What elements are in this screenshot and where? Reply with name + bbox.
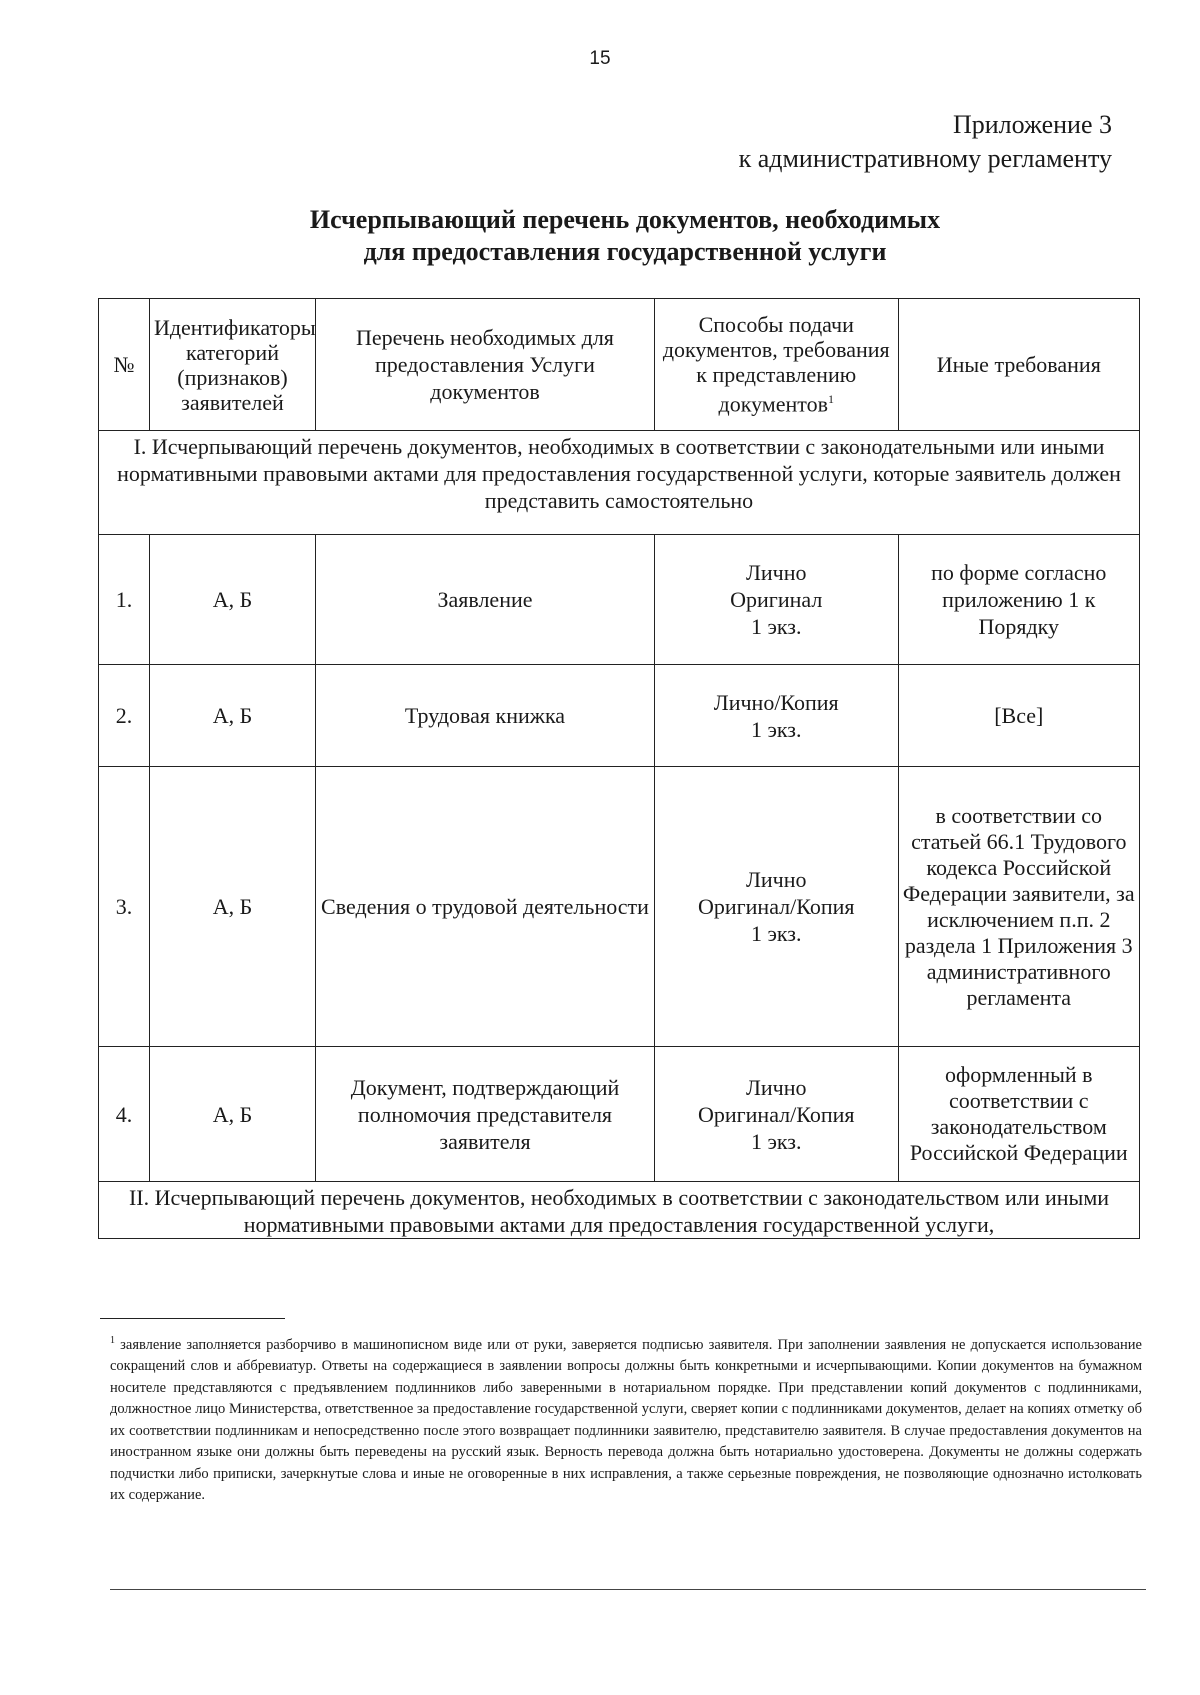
annex-title: Приложение 3	[952, 110, 1112, 139]
row-categories: А, Б	[149, 1047, 315, 1182]
row-num: 2.	[99, 665, 150, 767]
document-title	[100, 204, 1150, 268]
footnote-text: заявление заполняется разборчиво в машинописном виде или от руки, заверяется подписью заявителя. При заполнении заявления не допускается использование сокращений слов и аббревиатур. Ответы на содержащиеся в заявлении вопросы должны быть конкретными и исчерпывающими. Копии документов на бумажном носителе представляются с предъявлением подлинников либо заверенными в нотариальном порядке. При представлении копий документов с подлинниками, должностное лицо Министерства, ответственное за предоставление государственной услуги, сверяет копии с подлинниками документов, делает на копиях отметку об их соответствии подлинникам и непосредственно после этого возвращает подлинники заявителю, представителю заявителя. В случае предоставления документов на иностранном языке они должны быть переведены на русский язык. Верность перевода должна быть нотариально удостоверена. Документы не должны содержать подчистки либо приписки, зачеркнутые слова и иные не оговоренные в них исправления, а также серьезные повреждения, не позволяющие однозначно истолковать их содержание.	[110, 1336, 1142, 1504]
row-categories: А, Б	[149, 665, 315, 767]
footnote-separator	[100, 1318, 285, 1319]
footnote-ref: 1	[827, 392, 834, 407]
row-other: по форме согласно приложению 1 к Порядку	[898, 535, 1139, 665]
row-num: 3.	[99, 767, 150, 1047]
row-method: Лично Оригинал/Копия 1 экз.	[654, 1047, 898, 1182]
title-line-1: Исчерпывающий перечень документов, необходимых	[309, 205, 941, 234]
row-document: Заявление	[316, 535, 655, 665]
header-other: Иные требования	[898, 299, 1139, 431]
row-method: Лично Оригинал 1 экз.	[654, 535, 898, 665]
row-num: 1.	[99, 535, 150, 665]
footnote-marker: 1	[110, 1335, 115, 1346]
table-row	[99, 535, 1140, 665]
table-row	[99, 1047, 1140, 1182]
row-other: оформленный в соответствии с законодательством Российской Федерации	[898, 1047, 1139, 1182]
row-document: Сведения о трудовой деятельности	[316, 767, 655, 1047]
title-line-2: для предоставления государственной услуги	[363, 237, 887, 266]
header-documents: Перечень необходимых для предоставления Услуги документов	[316, 299, 655, 431]
documents-table	[98, 298, 1140, 1239]
row-categories: А, Б	[149, 535, 315, 665]
section-row	[99, 431, 1140, 535]
row-num: 4.	[99, 1047, 150, 1182]
table-row	[99, 665, 1140, 767]
row-method: Лично/Копия 1 экз.	[654, 665, 898, 767]
footnote	[110, 1330, 1142, 1507]
row-other: в соответствии со статьей 66.1 Трудового кодекса Российской Федерации заявители, за исключением п.п. 2 раздела 1 Приложения 3 административного регламента	[898, 767, 1139, 1047]
row-document: Трудовая книжка	[316, 665, 655, 767]
annex-header	[739, 108, 1112, 176]
row-other: [Все]	[898, 665, 1139, 767]
row-categories: А, Б	[149, 767, 315, 1047]
header-methods	[654, 299, 898, 431]
header-num: №	[99, 299, 150, 431]
table-row	[99, 767, 1140, 1047]
section-1-heading: I. Исчерпывающий перечень документов, необходимых в соответствии с законодательными или иными нормативными правовыми актами для предоставления государственной услуги, которые заявитель должен представить самостоятельно	[99, 431, 1140, 535]
row-method: Лично Оригинал/Копия 1 экз.	[654, 767, 898, 1047]
page-number: 15	[589, 48, 611, 69]
row-document: Документ, подтверждающий полномочия представителя заявителя	[316, 1047, 655, 1182]
header-identifiers: Идентификаторы категорий (признаков) заявителей	[149, 299, 315, 431]
section-row	[99, 1182, 1140, 1239]
table-header-row	[99, 299, 1140, 431]
footnote-end-rule	[110, 1589, 1146, 1590]
section-2-heading: II. Исчерпывающий перечень документов, необходимых в соответствии с законодательством или иными нормативными правовыми актами для предоставления государственной услуги,	[99, 1182, 1140, 1239]
annex-subtitle: к административному регламенту	[738, 144, 1112, 173]
header-methods-text: Способы подачи документов, требования к представлению документов	[662, 312, 890, 417]
